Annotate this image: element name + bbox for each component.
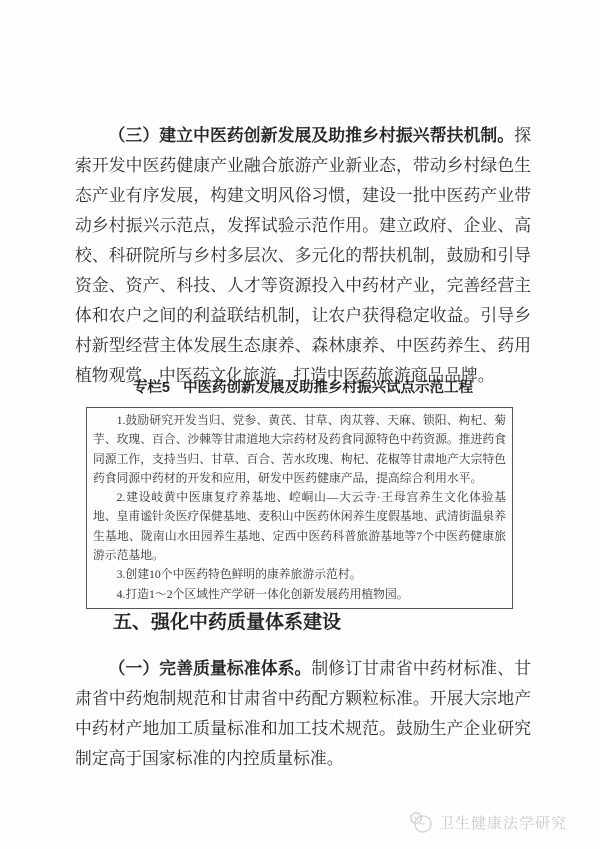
column-box-item: 3.创建10个中医药特色鲜明的康养旅游示范村。 — [116, 567, 362, 582]
column-box-title — [75, 377, 531, 399]
watermark-text: 卫生健康法学研究 — [438, 814, 567, 832]
section-heading: 五、强化中药质量体系建设 — [113, 612, 342, 633]
watermark-logo-icon — [408, 810, 434, 834]
paragraph-body: 探索开发中医药健康产业融合旅游产业新业态，带动乡村绿色生态产业有序发展，构建文明风俗习惯，建设一批中医药产业带动乡村振兴示范点，发挥试验示范作用。建立政府、企业、高校、科研院所与乡村多层次、多元化的帮扶机制，鼓励和引导资金、资产、科技、人才等资源投入中药材产业，完善经营主体和农户之间的利益联结机制，让农户获得稳定收益。引导乡村新型经营主体发展生态康养、森林康养、中医药养生、药用植物观赏、中医药文化旅游，打造中医药旅游商品品牌。 — [75, 125, 531, 385]
paragraph-body: 制修订甘肃省中药材标准、甘肃省中药炮制规范和甘肃省中药配方颗粒标准。开展大宗地产中药材产地加工质量标准和加工技术规范。鼓励生产企业研究制定高于国家标准的内控质量标准。 — [75, 658, 531, 768]
paragraph-lead: （一）完善质量标准体系。 — [108, 658, 312, 678]
column-box-item: 2.建设岐黄中医康复疗养基地、崆峒山—大云寺·王母宫养生文化体验基地、皇甫谧针灸医疗保健基地、麦积山中医药休闲养生度假基地、武清街温泉养生基地、陇南山水田园养生基地、定西中医药科普旅游基地等7个中医药健康旅游示范基地。 — [93, 490, 506, 563]
column-box-title-text: 中医药创新发展及助推乡村振兴试点示范工程 — [183, 380, 474, 396]
paragraph-quality-standard — [75, 654, 531, 774]
column-box-item: 4.打造1～2个区域性产学研一体化创新发展药用植物园。 — [116, 586, 409, 601]
paragraph-rural-revitalization — [75, 121, 531, 391]
column-box-label: 专栏5 — [132, 380, 171, 396]
watermark — [408, 810, 567, 834]
paragraph-lead: （三）建立中医药创新发展及助推乡村振兴帮扶机制。 — [108, 125, 515, 145]
column-box-item: 1.鼓励研究开发当归、党参、黄芪、甘草、肉苁蓉、天麻、锁阳、枸杞、菊芋、玫瑰、百合、沙棘等甘肃道地大宗药材及药食同源特色中药资源。推进药食同源工作，支持当归、甘草、百合、苦水玫瑰、枸杞、花椒等甘肃地产大宗特色药食同源中药材的开发和应用，研发中医药健康产品，提高综合利用水平。 — [93, 413, 506, 485]
column-box — [86, 407, 513, 609]
